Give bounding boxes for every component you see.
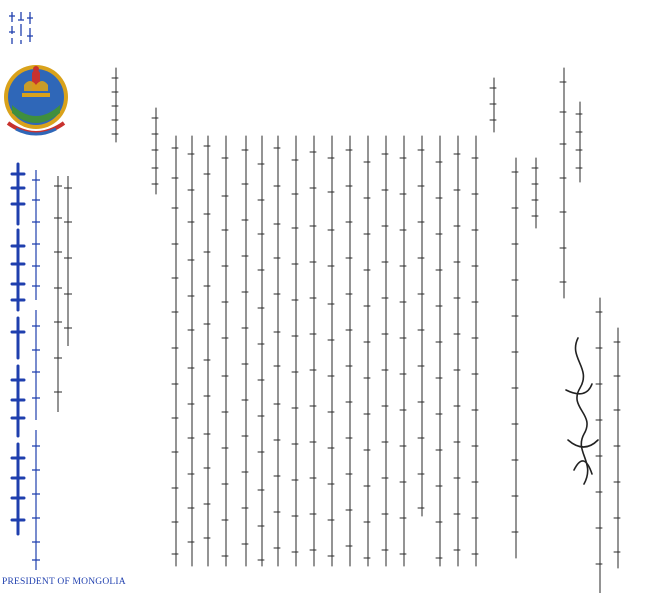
state-emblem (2, 55, 72, 145)
president-signature (548, 330, 608, 500)
header-address-script (52, 170, 74, 420)
footer-president-label: PRESIDENT OF MONGOLIA (2, 577, 126, 587)
header-corner-mark (4, 6, 48, 50)
header-title-script (6, 160, 46, 580)
letter-body-script (70, 8, 630, 593)
